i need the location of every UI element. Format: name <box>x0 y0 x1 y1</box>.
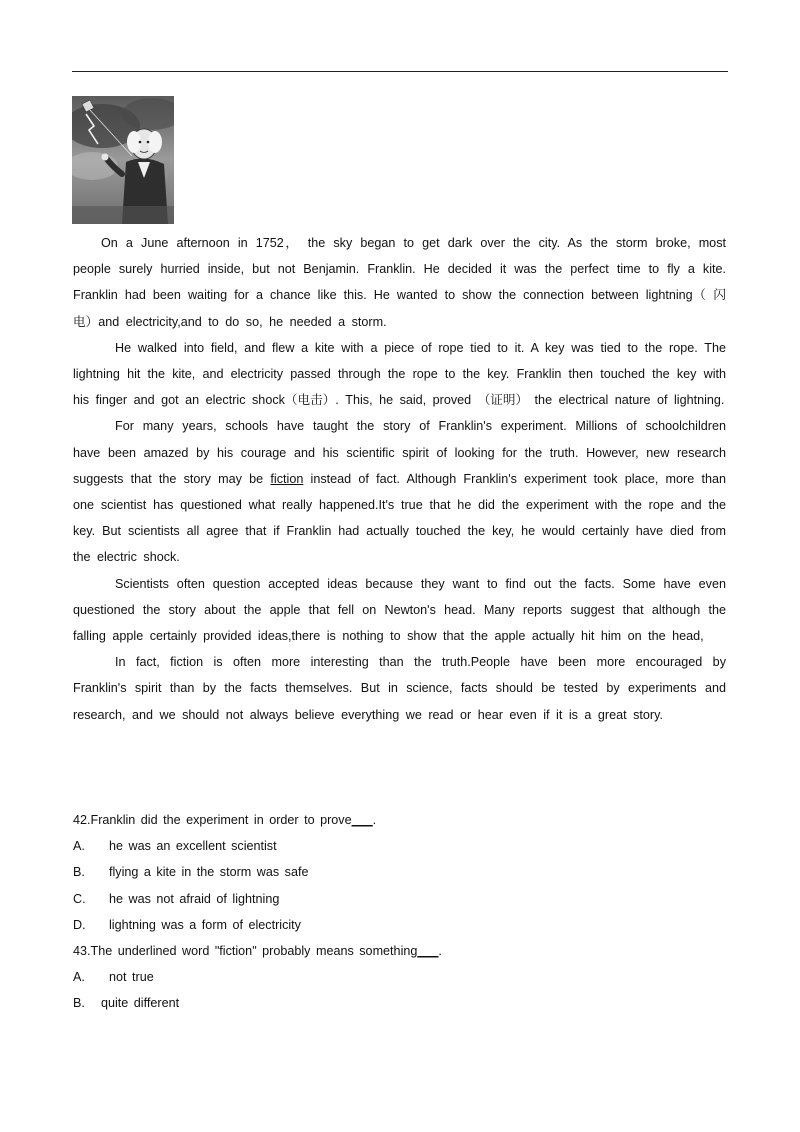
answer-blank: ___ <box>351 813 373 827</box>
option-letter: B. <box>73 996 85 1011</box>
option-42-a <box>73 833 726 859</box>
passage-paragraph-3 <box>73 413 726 570</box>
question-end: . <box>438 944 442 959</box>
question-list <box>73 807 726 1017</box>
passage-paragraph-3-end: instead of fact. Although Franklin's experiment took place, more than one scientist has questioned what really happened.It's true that he did the experiment with the rope and the key. But scientists all agree that if Franklin had actually touched the key, he would certainly have died from the electric shock. <box>73 471 726 565</box>
option-letter: C. <box>73 891 86 906</box>
option-text: he was an excellent scientist <box>109 839 277 854</box>
question-stem: 42.Franklin did the experiment in order to prove <box>73 813 352 827</box>
reading-passage <box>73 230 726 728</box>
question-42 <box>73 807 726 833</box>
option-letter: A. <box>73 970 85 985</box>
option-text: lightning was a form of electricity <box>109 917 301 932</box>
option-42-c <box>73 886 726 912</box>
option-42-d <box>73 912 726 938</box>
option-text: quite different <box>101 996 180 1011</box>
question-43 <box>73 938 726 964</box>
option-43-a <box>73 964 726 990</box>
option-text: he was not afraid of lightning <box>109 891 280 906</box>
underlined-word-fiction: fiction <box>270 471 304 486</box>
question-stem: 43.The underlined word "fiction" probably means something <box>73 944 418 959</box>
question-end: . <box>372 813 377 827</box>
passage-paragraph-3-start: For many years, schools have taught the story of Franklin's experiment. Millions of schoolchildren have been amazed by his courage and his scientific spirit of looking for the truth. However, new research suggests that the story may be <box>73 419 726 486</box>
passage-paragraph-5: In fact, fiction is often more interesting than the truth.People have been more encouraged by Franklin's spirit than by the facts themselves. But in science, facts should be tested by experiments and research, and we should not always believe everything we read or hear even if it is a great story. <box>73 655 726 722</box>
option-text: not true <box>109 970 154 985</box>
answer-blank: ___ <box>417 944 439 959</box>
option-letter: B. <box>73 865 85 880</box>
option-letter: D. <box>73 917 86 932</box>
option-letter: A. <box>73 839 85 854</box>
option-text: flying a kite in the storm was safe <box>109 865 309 880</box>
franklin-kite-picture <box>72 96 174 224</box>
passage-paragraph-1: On a June afternoon in 1752， the sky began to get dark over the city. As the storm broke, most people surely hurried inside, but not Benjamin. Franklin. He decided it was the perfect time to fly a kite. Franklin had been waiting for a chance like this. He wanted to show the connection between lightning（ 闪电）and electricity,and to do so, he needed a storm. <box>73 236 726 329</box>
option-43-b <box>73 990 726 1016</box>
passage-paragraph-2: He walked into field, and flew a kite with a piece of rope tied to it. A key was tied to the rope. The lightning hit the kite, and electricity passed through the rope to the key. Franklin then touched the key with his finger and got an electric shock（电击）. This, he said, proved （证明） the electrical nature of lightning. <box>73 340 726 408</box>
franklin-illustration <box>72 96 174 224</box>
option-42-b <box>73 859 726 885</box>
passage-paragraph-4: Scientists often question accepted ideas because they want to find out the facts. Some have even questioned the story about the apple that fell on Newton's head. Many reports suggest that although the falling apple certainly provided ideas,there is nothing to show that the apple actually hit him on the head, <box>73 576 726 644</box>
header-rule <box>72 71 728 72</box>
